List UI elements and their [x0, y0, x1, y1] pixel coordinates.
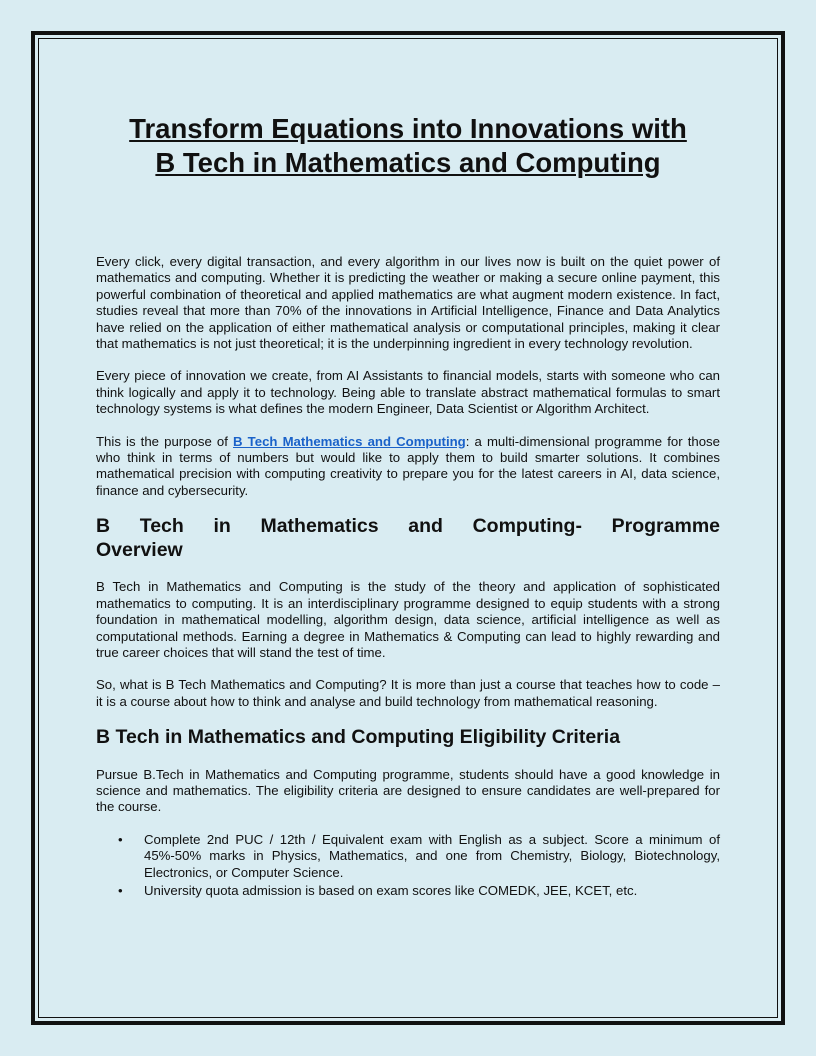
title-line-2: B Tech in Mathematics and Computing [155, 147, 661, 178]
eligibility-list [96, 832, 720, 900]
overview-heading-line-1: B Tech in Mathematics and Computing- Programme [96, 515, 720, 538]
document-content [96, 112, 720, 901]
list-item [118, 883, 720, 899]
intro-paragraph-3 [96, 434, 720, 500]
list-item [118, 831, 720, 881]
eligibility-heading: B Tech in Mathematics and Computing Eligibility Criteria [96, 726, 621, 749]
list-item-text: Complete 2nd PUC / 12th / Equivalent exam with English as a subject. Score a minimum of 45%-50% marks in Physics, Mathematics, and one from Chemistry, Biology, Biotechnology, Electronics, or Computer Science. [144, 831, 720, 880]
bullet-icon: • [118, 883, 123, 899]
overview-heading-line-2: Overview [96, 538, 183, 561]
overview-paragraph-1: B Tech in Mathematics and Computing is the study of the theory and application of sophisticated mathematics to computing. It is an interdisciplinary programme designed to equip students with a strong foundation in mathematical modelling, algorithm design, data science, artificial intelligence as well as computational methods. Earning a degree in Mathematics & Computing can lead to highly rewarding and true career choices that will stand the test of time. [96, 579, 720, 660]
programme-link[interactable]: B Tech Mathematics and Computing [233, 433, 466, 449]
eligibility-paragraph: Pursue B.Tech in Mathematics and Computing programme, students should have a good knowledge in science and mathematics. The eligibility criteria are designed to ensure candidates are well-prepared for the course. [96, 766, 720, 815]
intro-paragraph-2: Every piece of innovation we create, from AI Assistants to financial models, starts with someone who can think logically and apply it to technology. Being able to translate abstract mathematical formulas to smart technology systems is what defines the modern Engineer, Data Scientist or Algorithm Architect. [96, 368, 720, 417]
intro-paragraph-1: Every click, every digital transaction, and every algorithm in our lives now is built on the quiet power of mathematics and computing. Whether it is predicting the weather or making a secure online payment, this powerful combination of theoretical and applied mathematics are what augment modern existence. In fact, studies reveal that more than 70% of the innovations in Artificial Intelligence, Finance and Data Analytics have relied on the application of either mathematical analysis or computational principles, making it clear that mathematics is not just theoretical; it is the underpinning ingredient in every technology revolution. [96, 254, 720, 352]
list-item-text: University quota admission is based on exam scores like COMEDK, JEE, KCET, etc. [144, 883, 638, 899]
overview-paragraph-2: So, what is B Tech Mathematics and Computing? It is more than just a course that teaches how to code – it is a course about how to think and analyse and build technology from mathematical reasoning. [96, 677, 720, 709]
bullet-icon: • [118, 831, 123, 847]
page-title [96, 112, 720, 180]
title-line-1: Transform Equations into Innovations with [129, 113, 687, 144]
intro-paragraph-3-end: : a multi-dimensional programme for those who think in terms of numbers but would like to apply them to build smarter solutions. It combines mathematical precision with computing creativity to prepare you for the latest careers in AI, data science, finance and cybersecurity. [96, 433, 720, 498]
intro-paragraph-3-start: This is the purpose of [96, 433, 234, 449]
overview-heading [96, 515, 720, 562]
spacer [96, 180, 720, 254]
